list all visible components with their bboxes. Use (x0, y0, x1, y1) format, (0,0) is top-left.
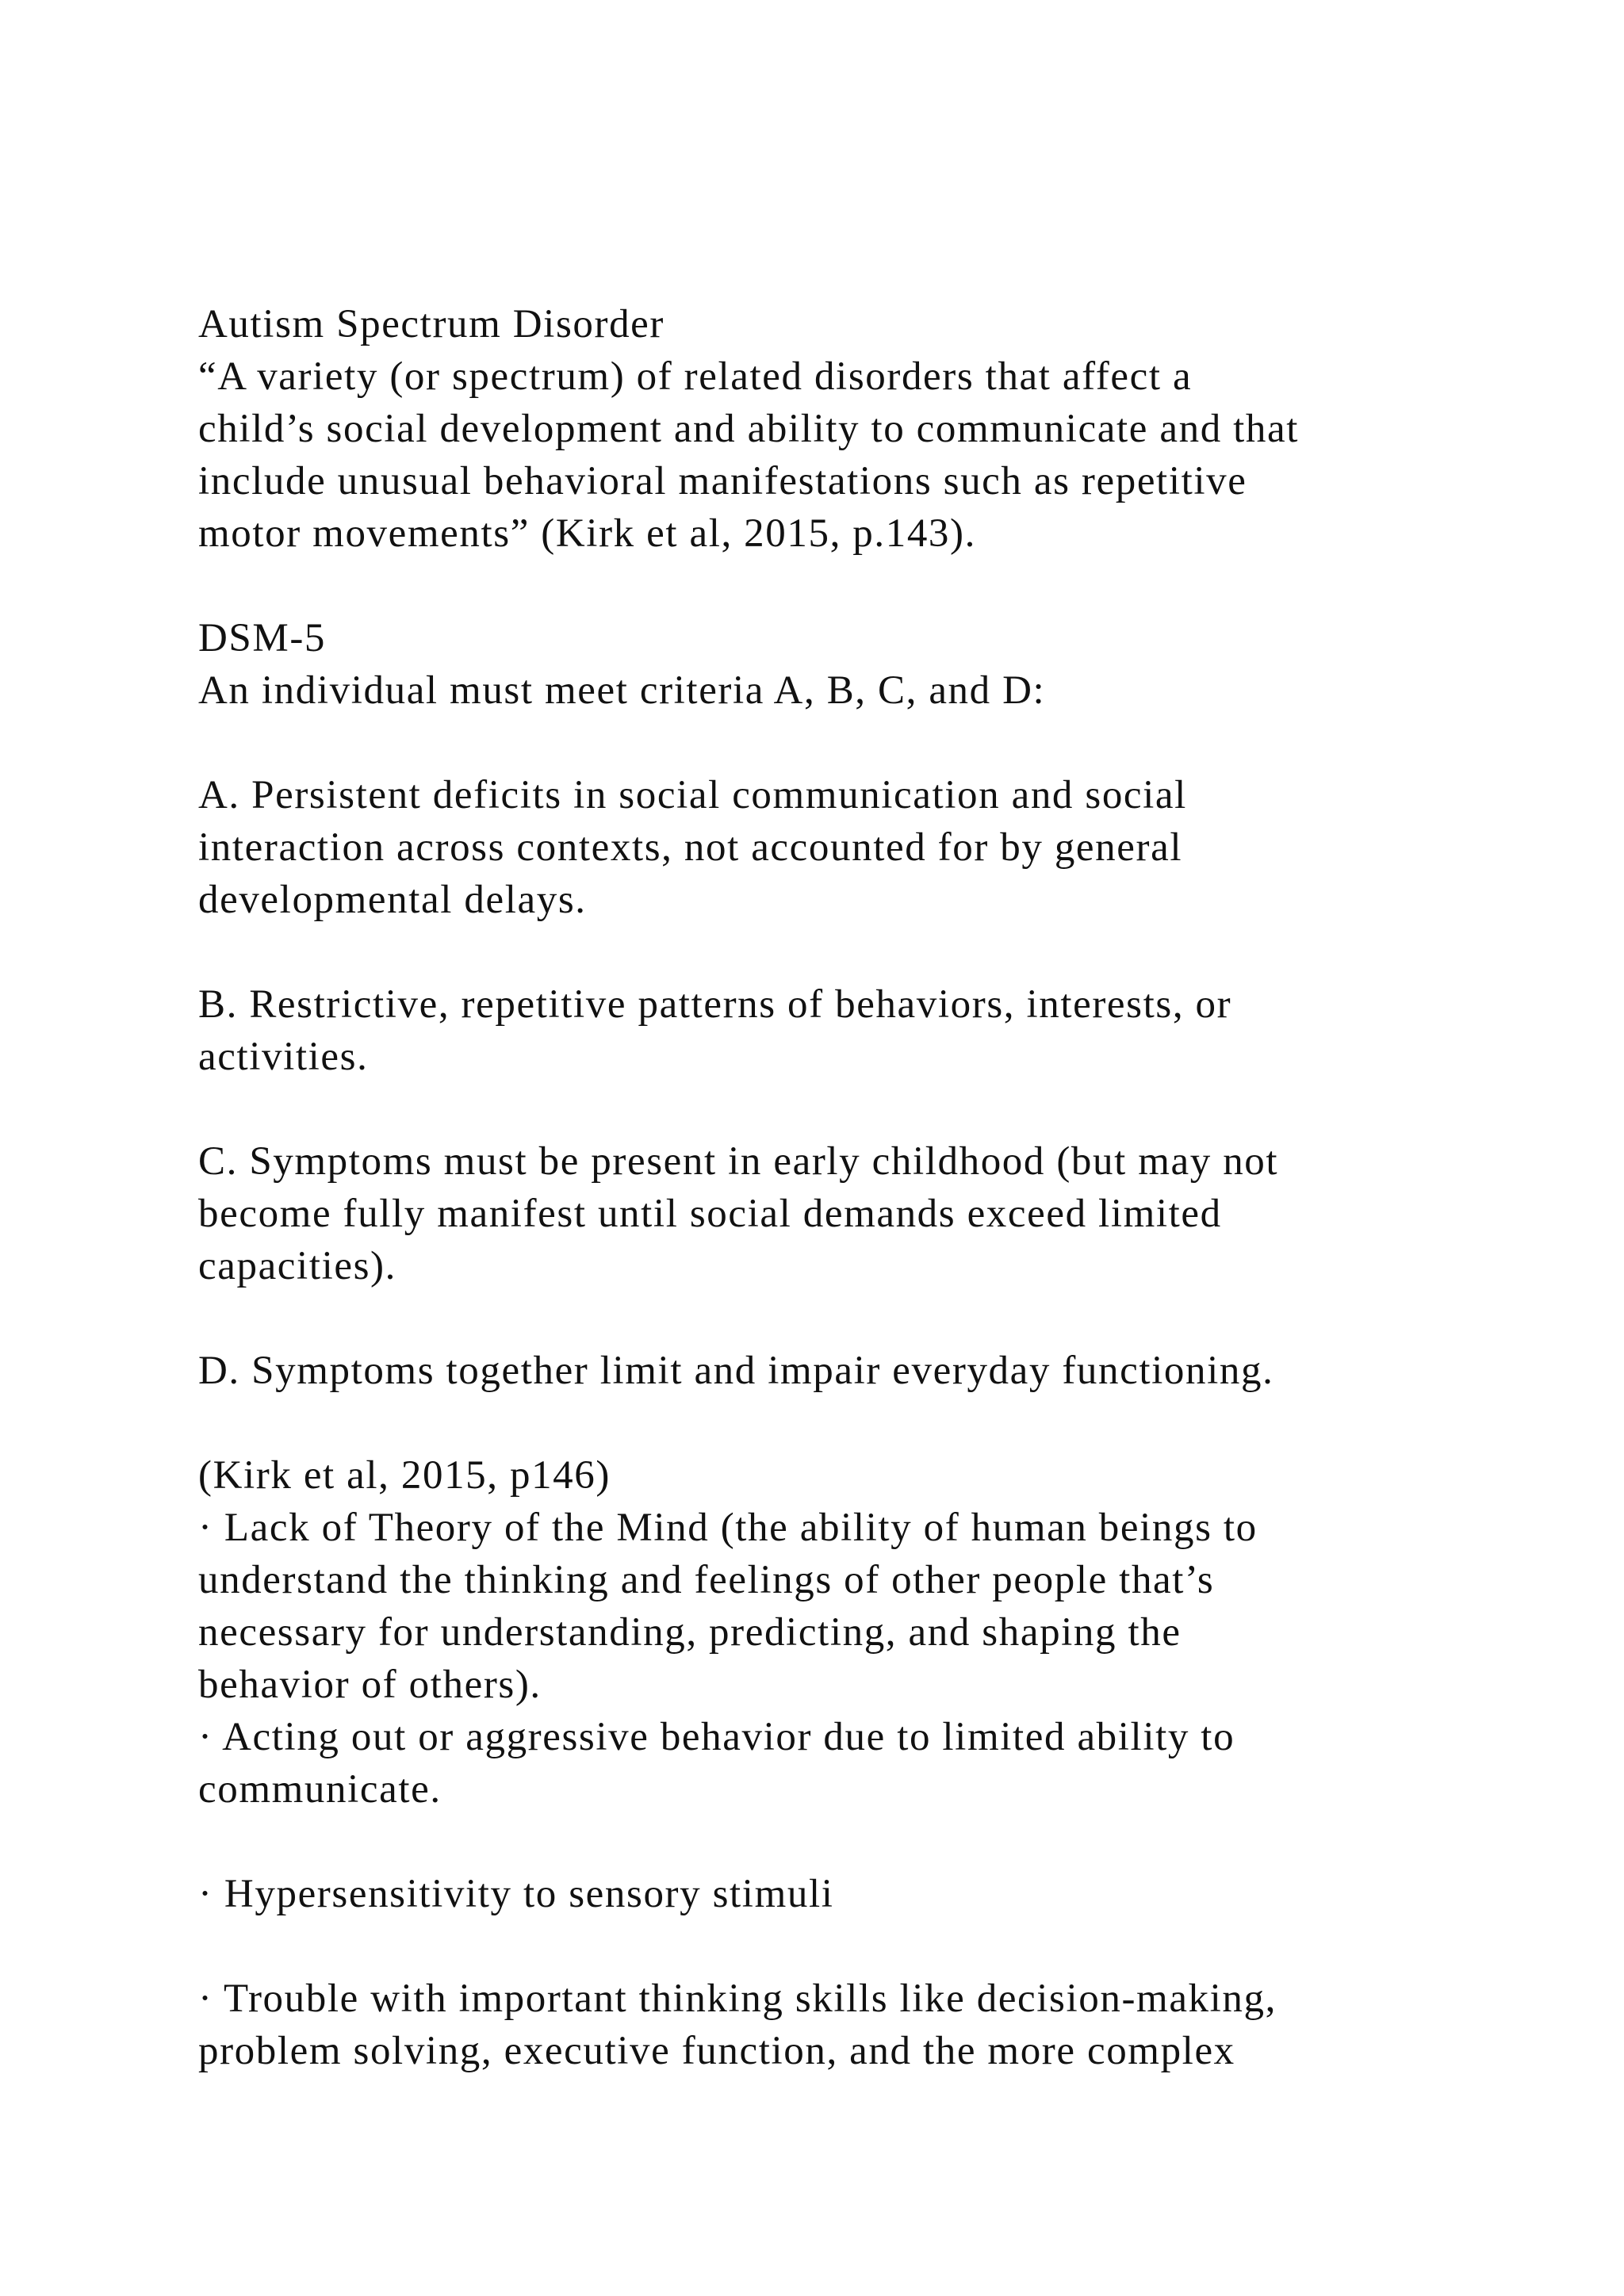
criterion-d (198, 1345, 1483, 1397)
criterion-b-line: B. Restrictive, repetitive patterns of behaviors, interests, or (198, 982, 1232, 1027)
document-title: Autism Spectrum Disorder (198, 302, 665, 346)
blank-line (198, 1397, 1483, 1449)
criterion-c-line: become fully manifest until social demands exceed limited (198, 1192, 1222, 1236)
criterion-c-line: C. Symptoms must be present in early childhood (but may not (198, 1139, 1279, 1184)
criterion-b (198, 978, 1483, 1083)
criteria-intro: An individual must meet criteria A, B, C, and D: (198, 668, 1046, 713)
blank-line (198, 1816, 1483, 1868)
definition-line: child’s social development and ability to communicate and that (198, 407, 1300, 451)
blank-line (198, 1083, 1483, 1135)
blank-line (198, 1920, 1483, 1973)
blank-line (198, 926, 1483, 978)
blank-line (198, 1292, 1483, 1345)
criterion-c-line: capacities). (198, 1244, 396, 1288)
criterion-a (198, 769, 1483, 926)
definition-line: motor movements” (Kirk et al, 2015, p.143). (198, 511, 976, 556)
bullet-line: behavior of others). (198, 1663, 542, 1707)
bullet-line: problem solving, executive function, and the more complex (198, 2029, 1235, 2073)
criterion-a-line: developmental delays. (198, 878, 587, 922)
bullet-item (198, 1973, 1483, 2077)
criterion-d-line: D. Symptoms together limit and impair everyday functioning. (198, 1349, 1274, 1393)
document-body (198, 298, 1483, 2077)
bullet-item (198, 1711, 1483, 1816)
criterion-a-line: A. Persistent deficits in social communication and social (198, 773, 1187, 817)
bullet-line: · Hypersensitivity to sensory stimuli (198, 1872, 834, 1916)
bullet-line: · Acting out or aggressive behavior due to limited ability to (198, 1715, 1235, 1759)
criterion-a-line: interaction across contexts, not accounted for by general (198, 825, 1183, 870)
bullet-line: understand the thinking and feelings of other people that’s (198, 1558, 1215, 1602)
criterion-b-line: activities. (198, 1035, 369, 1079)
bullet-line: communicate. (198, 1767, 442, 1812)
criterion-c (198, 1135, 1483, 1292)
bullet-line: · Trouble with important thinking skills like decision-making, (198, 1976, 1277, 2021)
blank-line (198, 560, 1483, 612)
definition-line: include unusual behavioral manifestations such as repetitive (198, 459, 1247, 503)
citation: (Kirk et al, 2015, p146) (198, 1453, 611, 1498)
bullet-line: necessary for understanding, predicting, and shaping the (198, 1610, 1182, 1655)
bullet-item (198, 1502, 1483, 1711)
bullet-line: · Lack of Theory of the Mind (the ability of human beings to (198, 1506, 1258, 1550)
blank-line (198, 717, 1483, 769)
definition-line: “A variety (or spectrum) of related disorders that affect a (198, 354, 1193, 399)
dsm-heading: DSM-5 (198, 616, 327, 660)
definition-paragraph (198, 350, 1483, 560)
bullet-item (198, 1868, 1483, 1920)
